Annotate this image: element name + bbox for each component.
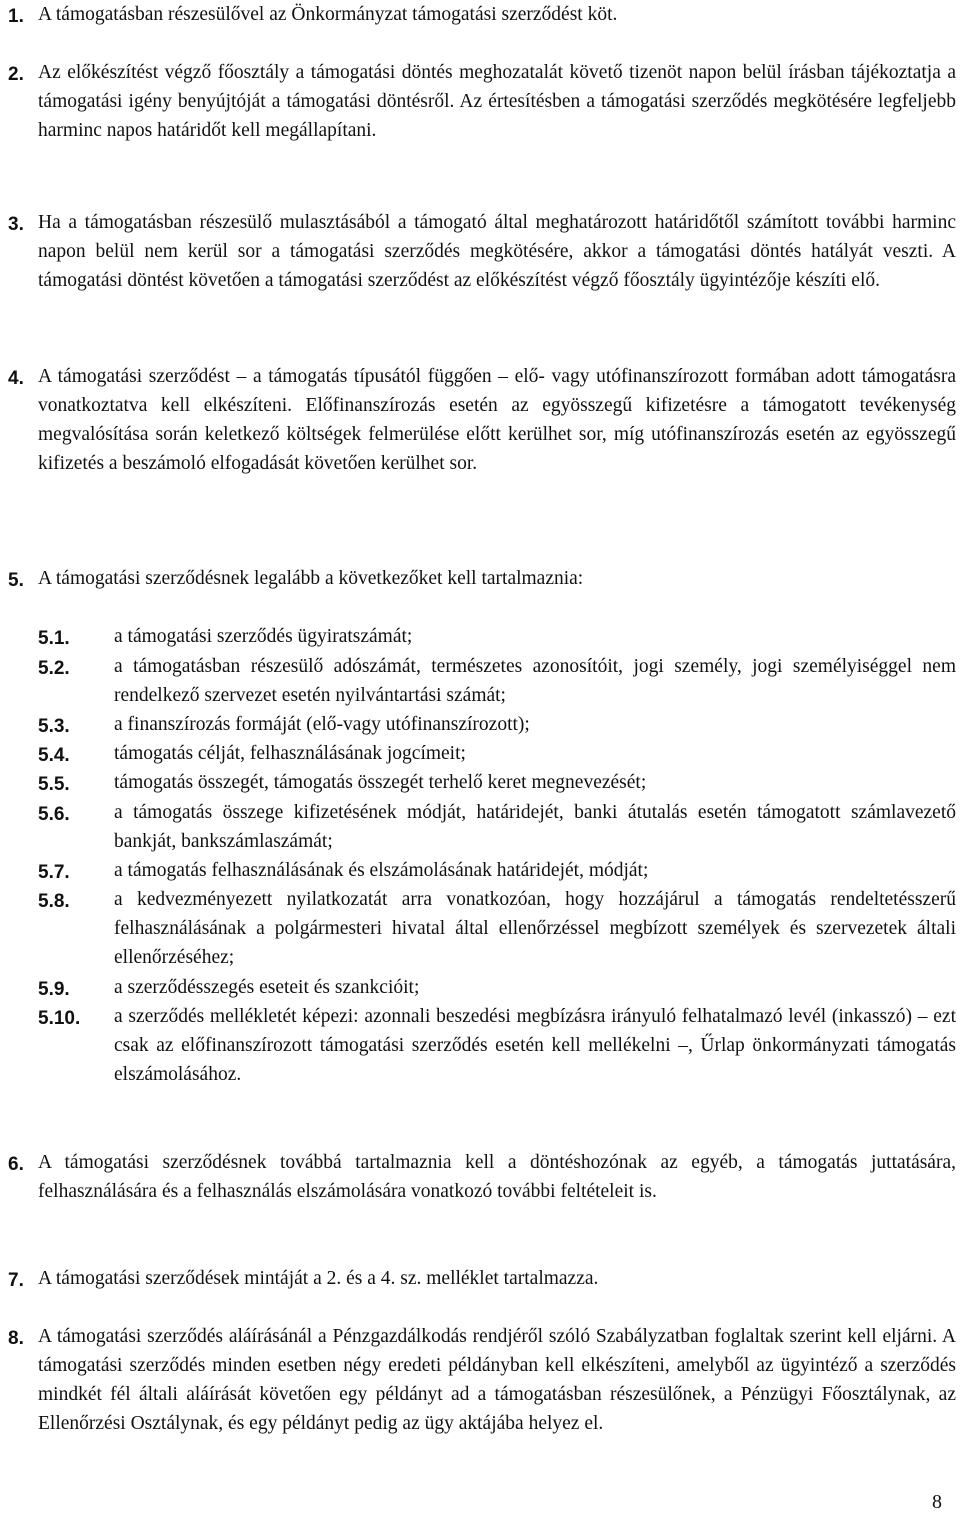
item-text [38, 1264, 956, 1293]
subitem-text: a támogatás felhasználásának és elszámolásának határidejét, módját; [114, 860, 649, 881]
subitem-text: a kedvezményezett nyilatkozatát arra vonatkozóan, hogy hozzájárul a támogatás rendeltetésszerű felhasználásának a polgármesteri hivatal által ellenőrzéssel megbízott személyek és szervezetek általi ellenőrzéséhez; [114, 889, 956, 968]
item-text [38, 564, 956, 593]
subitem-number: 5.7. [38, 862, 70, 883]
subitem-text: a támogatási szerződés ügyiratszámát; [114, 626, 413, 647]
paragraph: A támogatási szerződés aláírásánál a Pénzgazdálkodás rendjéről szóló Szabályzatban foglaltak szerint kell eljárni. A támogatási szerződés minden esetben négy eredeti példányban kell elkészíteni, amelyből az ügyintéző a szerződés mindkét fél általi aláírását követően egy példányt ad a támogatásban részesülőnek, a Pénzügyi Főosztálynak, az Ellenőrzési Osztálynak, és egy példányt pedig az ügy aktájába helyez el. [38, 1326, 956, 1434]
subitem-number: 5.8. [38, 891, 70, 912]
paragraph: Ha a támogatásban részesülő mulasztásából a támogató által meghatározott határidőtől számított további harminc napon belül nem kerül sor a támogatási szerződés megkötésére, akkor a támogatási döntés hatályát veszti. A támogatási döntést követően a támogatási szerződést az előkészítést végző főosztály ügyintézője készíti elő. [38, 212, 956, 291]
subitem-number: 5.10. [38, 1008, 81, 1029]
paragraph: Az előkészítést végző főosztály a támogatási döntés meghozatalát követő tizenöt napon belül írásban tájékoztatja a támogatási igény benyújtóját a támogatási döntésről. Az értesítésben a támogatási szerződés megkötésére legfeljebb harminc napos határidőt kell megállapítani. [38, 62, 956, 141]
item-number: 2. [8, 64, 24, 85]
subitem-text: a szerződésszegés eseteit és szankcióit; [114, 977, 420, 998]
item-text [38, 1148, 956, 1206]
item-number: 4. [8, 368, 24, 389]
item-text [38, 58, 956, 145]
paragraph: A támogatási szerződések mintáját a 2. és a 4. sz. melléklet tartalmazza. [38, 1268, 599, 1289]
paragraph: A támogatási szerződésnek továbbá tartalmaznia kell a döntéshozónak az egyéb, a támogatás juttatására, felhasználására és a felhasználás elszámolására vonatkozó további feltételeit is. [38, 1152, 956, 1202]
item-text [38, 362, 956, 478]
subitem-text: a támogatásban részesülő adószámát, természetes azonosítóit, jogi személy, jogi személyiséggel nem rendelkező szervezet esetén nyilvántartási számát; [114, 656, 956, 706]
paragraph: A támogatási szerződésnek legalább a következőket kell tartalmaznia: [38, 568, 584, 589]
subitem-text: támogatás célját, felhasználásának jogcímeit; [114, 743, 466, 764]
paragraph: A támogatásban részesülővel az Önkormányzat támogatási szerződést köt. [38, 4, 618, 25]
subitem-text: a szerződés mellékletét képezi: azonnali beszedési megbízásra irányuló felhatalmazó levél (inkasszó) – ezt csak az előfinanszírozott támogatási szerződés esetén kell mellékelni –, Űrlap önkormányzati támogatás elszámolásához. [114, 1006, 956, 1085]
subitem-number: 5.3. [38, 716, 70, 737]
paragraph: A támogatási szerződést – a támogatás típusától függően – elő- vagy utófinanszírozott formában adott támogatásra vonatkoztatva kell elkészíteni. Előfinanszírozás esetén az egyösszegű kifizetésre a támogatott tevékenység megvalósítása során keletkező költségek felmerülése előtt kerülhet sor, míg utófinanszírozás esetén az egyösszegű kifizetés a beszámoló elfogadását követően kerülhet sor. [38, 366, 956, 474]
item-number: 5. [8, 570, 24, 591]
item-text [38, 208, 956, 295]
page-number: 8 [932, 1491, 942, 1513]
subitem-number: 5.5. [38, 774, 70, 795]
item-text [38, 0, 956, 29]
item-text [38, 1322, 956, 1438]
subitem-number: 5.6. [38, 804, 70, 825]
item-number: 6. [8, 1154, 24, 1175]
item-number: 1. [8, 6, 24, 27]
subitem-number: 5.9. [38, 979, 70, 1000]
subitem-text: a finanszírozás formáját (elő-vagy utófinanszírozott); [114, 714, 530, 735]
subitem-text: támogatás összegét, támogatás összegét terhelő keret megnevezését; [114, 772, 647, 793]
item-number: 7. [8, 1270, 24, 1291]
subitem-number: 5.4. [38, 745, 70, 766]
subitem-text: a támogatás összege kifizetésének módját, határidejét, banki átutalás esetén támogatott számlavezető bankját, bankszámlaszámát; [114, 802, 956, 852]
item-number: 3. [8, 214, 24, 235]
item-number: 8. [8, 1328, 24, 1349]
subitem-number: 5.1. [38, 628, 70, 649]
subitem-number: 5.2. [38, 658, 70, 679]
